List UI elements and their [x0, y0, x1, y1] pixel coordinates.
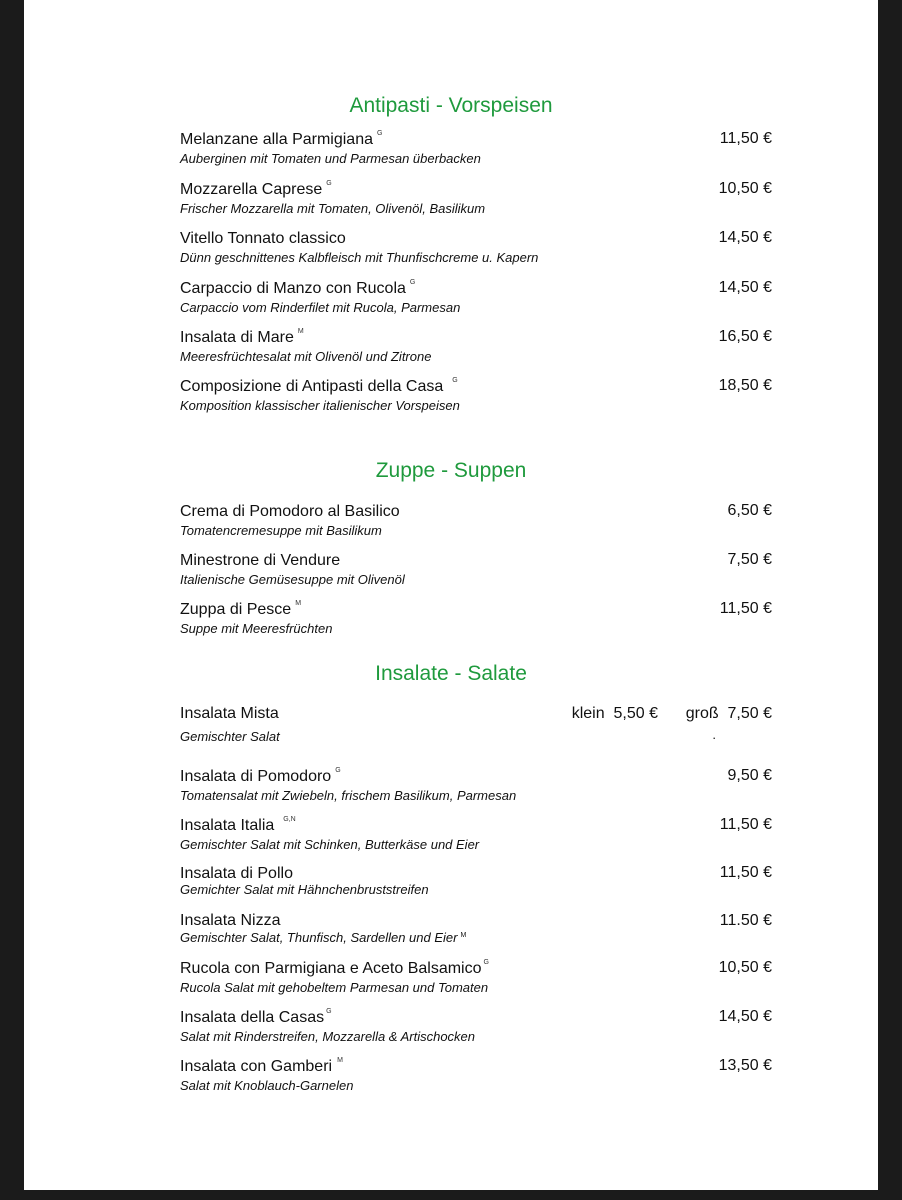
item-name: Insalata con Gamberi [180, 1058, 333, 1075]
item-description: Tomatensalat mit Zwiebeln, frischem Basilikum, Parmesan [180, 788, 517, 803]
item-price: 18,50 € [718, 377, 772, 394]
item-name: Insalata di Pomodoro [180, 768, 332, 785]
allergen-code: G,N [283, 816, 296, 823]
item-name: Minestrone di Vendure [180, 552, 341, 569]
menu-item [180, 705, 772, 749]
item-name: Insalata Nizza [180, 912, 281, 929]
allergen-code: M [295, 600, 302, 607]
allergen-code: G [409, 279, 416, 286]
item-price: 10,50 € [718, 959, 772, 976]
item-price: 16,50 € [718, 328, 772, 345]
allergen-code: G [326, 1008, 332, 1015]
item-price: 11,50 € [719, 130, 772, 147]
item-name: Crema di Pomodoro al Basilico [180, 503, 400, 520]
item-description: Carpaccio vom Rinderfilet mit Rucola, Parmesan [180, 300, 461, 315]
item-name: Carpaccio di Manzo con Rucola [180, 280, 406, 297]
item-description: Gemischter Salat mit Schinken, Butterkäse und Eier [180, 837, 480, 852]
item-description: Salat mit Rinderstreifen, Mozzarella & Artischocken [180, 1029, 476, 1044]
item-name: Insalata Italia [180, 817, 275, 834]
item-price: 14,50 € [718, 1008, 772, 1025]
item-name: Melanzane alla Parmigiana [180, 131, 373, 148]
menu-page [24, 0, 878, 1190]
item-description: Gemichter Salat mit Hähnchenbruststreifen [180, 882, 429, 897]
item-name: Vitello Tonnato classico [180, 230, 346, 247]
allergen-code: G [326, 180, 332, 187]
item-description: Dünn geschnittenes Kalbfleisch mit Thunfischcreme u. Kapern [180, 250, 539, 265]
menu-item [180, 767, 772, 807]
item-price: 14,50 € [718, 229, 772, 246]
menu-item [180, 959, 772, 999]
item-name: Insalata Mista [180, 705, 279, 722]
item-price-large: groß 7,50 € [685, 705, 772, 722]
item-description: Gemischter Salat, Thunfisch, Sardellen und Eier [180, 930, 458, 945]
item-description: Salat mit Knoblauch-Garnelen [180, 1078, 354, 1093]
item-price: 10,50 € [718, 180, 772, 197]
item-price: 6,50 € [727, 502, 772, 519]
item-name: Insalata di Mare [180, 329, 294, 346]
menu-item [180, 600, 772, 640]
item-description: Italienische Gemüsesuppe mit Olivenöl [180, 572, 405, 587]
item-name: Mozzarella Caprese [180, 181, 323, 198]
allergen-code: G [452, 377, 458, 384]
section-title-zuppe: Zuppe - Suppen [375, 459, 527, 482]
item-description: Komposition klassischer italienischer Vorspeisen [180, 398, 460, 413]
allergen-code: M [297, 328, 304, 335]
item-price: 11.50 € [719, 912, 772, 929]
menu-item [180, 229, 772, 269]
menu-item [180, 328, 772, 368]
allergen-code: M [460, 931, 467, 939]
item-price: 11,50 € [719, 816, 772, 833]
menu-item [180, 180, 772, 220]
menu-item [180, 912, 772, 952]
item-description: Frischer Mozzarella mit Tomaten, Olivenöl, Basilikum [180, 201, 486, 216]
item-price: 13,50 € [718, 1057, 772, 1074]
section-title-insalate: Insalate - Salate [375, 662, 527, 685]
menu-item [180, 816, 772, 856]
item-description: Auberginen mit Tomaten und Parmesan überbacken [180, 151, 481, 166]
item-description: Gemischter Salat [180, 729, 280, 744]
menu-item [180, 1008, 772, 1048]
menu-item [180, 551, 772, 591]
allergen-code: G [335, 767, 341, 774]
item-description: Suppe mit Meeresfrüchten [180, 621, 333, 636]
item-description: Tomatencremesuppe mit Basilikum [180, 523, 382, 538]
item-price: 9,50 € [727, 767, 772, 784]
item-price-small: klein 5,50 € [571, 705, 658, 722]
menu-item [180, 1057, 772, 1097]
item-name: Zuppa di Pesce [180, 601, 292, 618]
item-name: Rucola con Parmigiana e Aceto Balsamico [180, 960, 482, 977]
allergen-code: G [483, 959, 489, 966]
item-price: 14,50 € [718, 279, 772, 296]
menu-item [180, 864, 772, 904]
section-title-antipasti: Antipasti - Vorspeisen [349, 94, 553, 117]
item-name: Composizione di Antipasti della Casa [180, 378, 444, 395]
menu-item [180, 502, 772, 542]
menu-item [180, 279, 772, 319]
menu-item [180, 130, 772, 170]
item-description: Rucola Salat mit gehobeltem Parmesan und Tomaten [180, 980, 489, 995]
stray-dot: . [712, 727, 716, 742]
item-price: 11,50 € [719, 600, 772, 617]
item-name: Insalata di Pollo [180, 865, 293, 882]
item-description: Meeresfrüchtesalat mit Olivenöl und Zitrone [180, 349, 432, 364]
allergen-code: M [337, 1057, 343, 1064]
allergen-code: G [377, 130, 383, 137]
menu-item [180, 377, 772, 417]
item-price: 7,50 € [727, 551, 772, 568]
item-name: Insalata della Casas [180, 1009, 325, 1026]
item-price: 11,50 € [719, 864, 772, 881]
